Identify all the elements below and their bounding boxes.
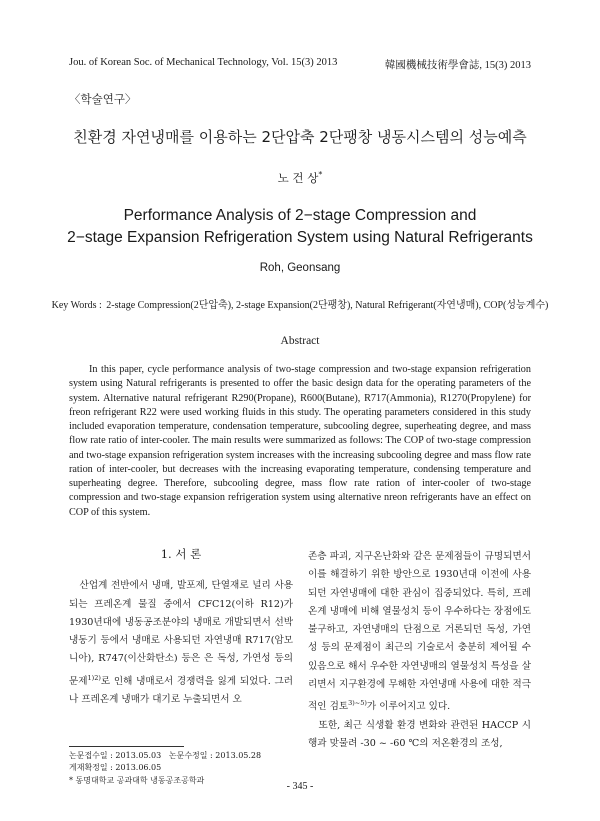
abstract-heading: Abstract: [280, 335, 320, 347]
citation-3-5: 3)~5): [348, 699, 367, 708]
footnote-dates: [69, 750, 309, 762]
citation-1-2: 1)2): [87, 673, 101, 682]
english-title-line-2: 2−stage Expansion Refrigeration System using Natural Refrigerants: [67, 229, 533, 246]
article-category-tag: 〈학술연구〉: [69, 94, 137, 106]
page-number: - 345 -: [286, 781, 314, 792]
korean-author-name: 노 건 상: [277, 171, 319, 185]
intro-paragraph-2: 또한, 최근 식생활 환경 변화와 관련된 HACCP 시행과 맞물려 -30 ~ -60 ℃의 저온환경의 조성,: [308, 719, 531, 750]
keywords: [0, 296, 600, 311]
keywords-text: 2-stage Compression(2단압축), 2-stage Expansion(2단팽창), Natural Refrigerant(자연냉매), COP(성능계수): [106, 300, 549, 311]
accepted-date: 게재확정일 : 2013.06.05: [69, 763, 162, 773]
section-title-introduction: 1. 서 론: [160, 547, 202, 561]
korean-title: 친환경 자연냉매를 이용하는 2단압축 2단팽창 냉동시스템의 성능예측: [73, 128, 527, 146]
intro-paragraph-1-continued: [308, 548, 531, 717]
body-column-right: [308, 548, 531, 753]
intro-text-part-1: 산업계 전반에서 냉매, 발포제, 단열재로 널리 사용되는 프레온계 물질 중에서 CFC12(이하 R12)가 1930년대에 냉동공조분야의 냉매로 개발되면서 선박냉동기 등에서 냉매로 사용되던 자연냉매 R717(암모니아), R747(이산화탄소) 등은 은 독성, 가연성 등의 문제: [69, 580, 293, 687]
footnote-divider: [69, 746, 184, 747]
keywords-label: Key Words :: [51, 300, 102, 311]
received-date: 논문접수일 : 2013.05.03: [69, 751, 162, 760]
author-affiliation-marker: *: [318, 170, 323, 180]
intro-text-part-2: 로 인해 냉매로서 경쟁력을 잃게 되었다. 그러나 프레온계 냉매가 대기로 누출되면서 오: [69, 675, 293, 706]
english-title: [0, 205, 600, 249]
korean-author: [0, 170, 600, 186]
english-author: Roh, Geonsang: [259, 262, 341, 274]
revised-date: 논문수정일 : 2013.05.28: [168, 751, 262, 760]
abstract-paragraph: In this paper, cycle performance analysis of two-stage compression and two-stage expansion refrigeration system using Natural refrigerants is presented to offer the basic design data for the operating parameters of the system. Alternative natural refrigerant R290(Propane), R600(Butane), R717(Ammonia), R1270(Propylene) for freon refrigerant R22 were used working fluids in this study. The operating parameters considered in this study included evaporation temperature, condensation temperature, subcooling degree, superheating degree, and mass flow rate ratio of inter-cooler. The main results were summarized as follows: The COP of two-stage compression and two-stage expansion refrigeration system increases with the increasing subcooling degree and mass flow rate ration of inter-cooler, but decreases with the increasing evaporating temperature, condensing temperature and superheating degree. Therefore, subcooling degree, mass flow rate ration of inter-cooler of two-stage compression and two-stage expansion refrigeration system using alternative nreon refrigerants have an effect on COP of this system.: [69, 364, 531, 518]
intro-continued-end: 가 이루어지고 있다.: [366, 701, 451, 713]
intro-continued-text: 존층 파괴, 지구온난화와 같은 문제점들이 규명되면서 이를 해결하기 위한 방안으로 1930년대 이전에 사용되던 자연냉매에 대한 관심이 집중되었다. 특히, 프레온계 냉매에 비해 열물성치 등이 우수하다는 장점에도 불구하고, 자연냉매의 단점으로 거론되던 독성, 가연성 등의 문제점이 최근의 기술로서 충분히 제어될 수 있음으로 해서 우수한 자연냉매의 열물성치 특성을 살리면서 지구환경에 무해한 자연냉매 사용에 대한 적극적인 검토: [308, 551, 531, 713]
running-head-journal-korean: 韓國機械技術學會誌, 15(3) 2013: [384, 60, 531, 71]
intro-paragraph-1: [69, 577, 293, 709]
english-title-line-1: Performance Analysis of 2−stage Compression and: [123, 207, 477, 224]
author-affiliation: * 동명대학교 공과대학 냉동공조공학과: [69, 775, 205, 785]
abstract-body: [69, 363, 531, 520]
running-head-journal-english: Jou. of Korean Soc. of Mechanical Technology, Vol. 15(3) 2013: [69, 57, 338, 68]
running-head: [69, 57, 531, 71]
body-column-left: [69, 545, 293, 710]
